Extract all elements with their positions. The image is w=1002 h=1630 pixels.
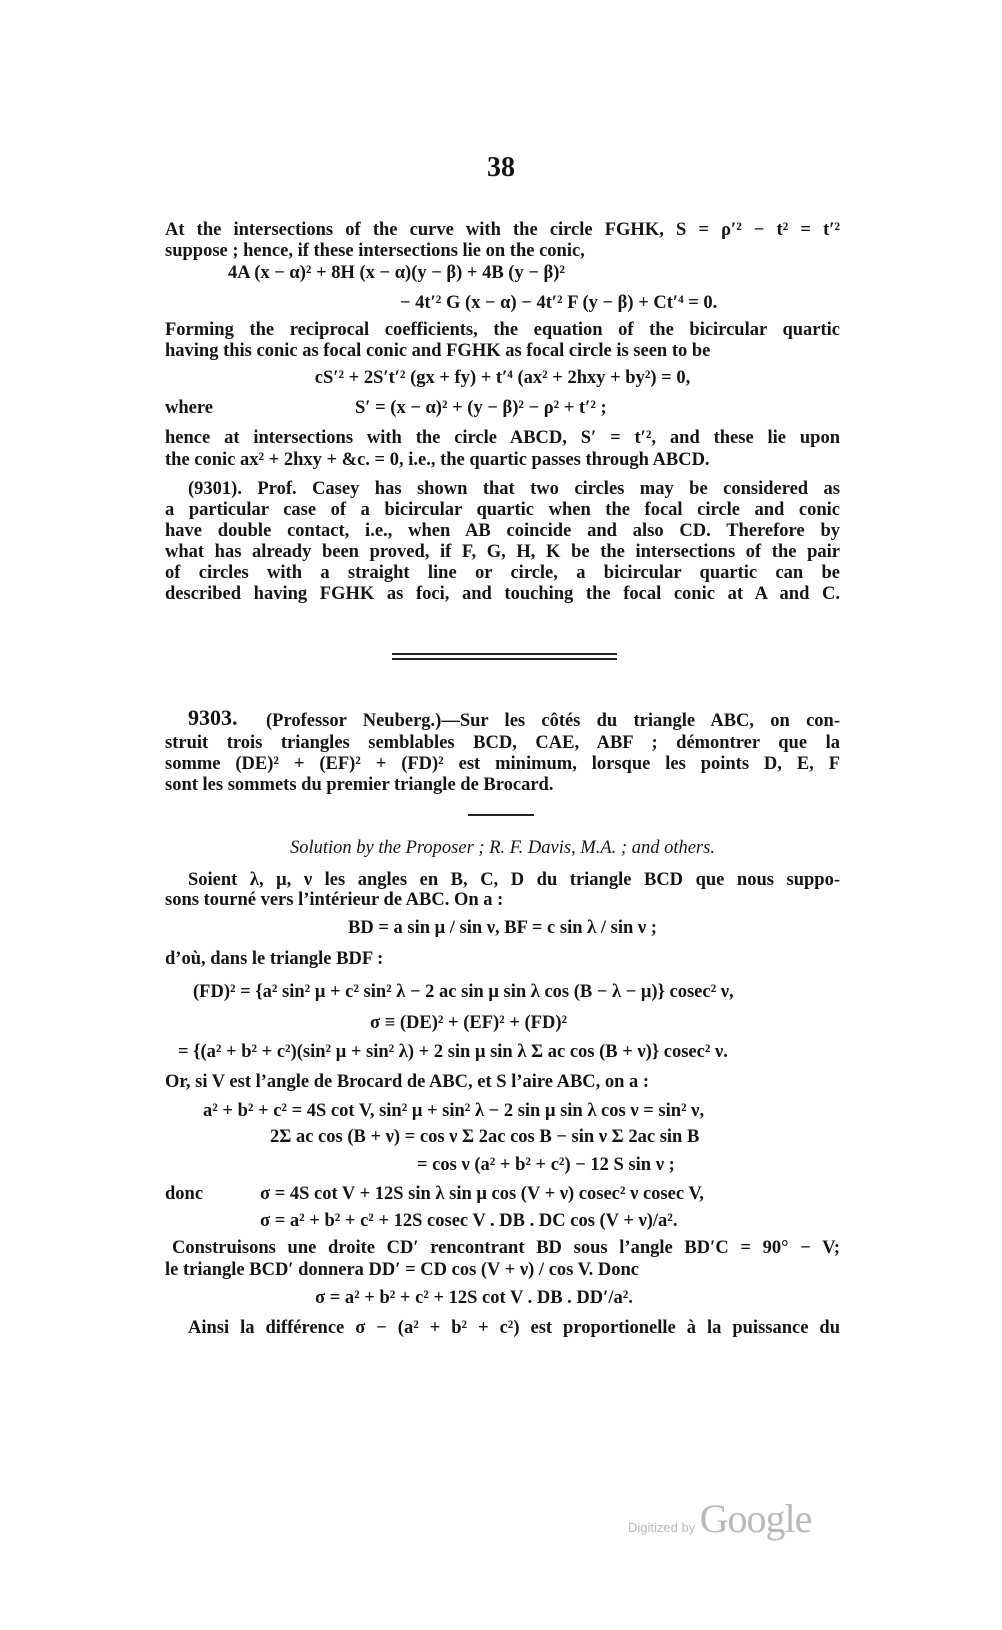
- text-line: (9301). Prof. Casey has shown that two circles may be considered as: [188, 479, 840, 499]
- text-line: a particular case of a bicircular quartic when the focal circle and conic: [165, 500, 840, 520]
- equation: σ = a² + b² + c² + 12S cosec V . DB . DC cos (V + ν)/a².: [260, 1211, 678, 1231]
- double-rule-bottom: [392, 658, 617, 660]
- text-line: sont les sommets du premier triangle de Brocard.: [165, 775, 554, 795]
- text-line: have double contact, i.e., when AB coincide and also CD. Therefore by: [165, 521, 840, 541]
- text-line: of circles with a straight line or circle, a bicircular quartic can be: [165, 563, 840, 583]
- short-rule: [468, 814, 534, 816]
- page-number: 38: [487, 152, 515, 183]
- equation: BD = a sin μ / sin ν, BF = c sin λ / sin ν ;: [348, 918, 657, 938]
- text-line: hence at intersections with the circle ABCD, S′ = t′², and these lie upon: [165, 428, 840, 448]
- text-line: described having FGHK as foci, and touching the focal conic at A and C.: [165, 584, 840, 604]
- equation: 2Σ ac cos (B + ν) = cos ν Σ 2ac cos B − sin ν Σ 2ac sin B: [270, 1127, 700, 1147]
- text-line: (Professor Neuberg.)—Sur les côtés du triangle ABC, on con-: [266, 711, 840, 731]
- text-line: Construisons une droite CD′ rencontrant BD sous l’angle BD′C = 90° − V;: [172, 1238, 840, 1258]
- text-line: having this conic as focal conic and FGHK as focal circle is seen to be: [165, 341, 711, 361]
- text-line: struit trois triangles semblables BCD, CAE, ABF ; démontrer que la: [165, 733, 840, 753]
- equation: = {(a² + b² + c²)(sin² μ + sin² λ) + 2 sin μ sin λ Σ ac cos (B + ν)} cosec² ν.: [178, 1042, 728, 1062]
- text-line: Soient λ, μ, ν les angles en B, C, D du triangle BCD que nous suppo-: [188, 870, 840, 890]
- watermark-prefix: Digitized by: [628, 1520, 696, 1535]
- problem-number: 9303.: [188, 705, 238, 730]
- equation: σ = a² + b² + c² + 12S cot V . DB . DD′/a².: [315, 1288, 633, 1308]
- text-line: what has already been proved, if F, G, H, K be the intersections of the pair: [165, 542, 840, 562]
- text-line: Or, si V est l’angle de Brocard de ABC, et S l’aire ABC, on a :: [165, 1072, 650, 1092]
- text-line: the conic ax² + 2hxy + &c. = 0, i.e., the quartic passes through ABCD.: [165, 450, 710, 470]
- equation: σ ≡ (DE)² + (EF)² + (FD)²: [370, 1013, 568, 1033]
- equation: (FD)² = {a² sin² μ + c² sin² λ − 2 ac sin μ sin λ cos (B − λ − μ)} cosec² ν,: [193, 982, 734, 1002]
- text-line: At the intersections of the curve with the circle FGHK, S = ρ′² − t² = t′²: [165, 220, 840, 240]
- text-line: where: [165, 398, 213, 418]
- solution-heading: Solution by the Proposer ; R. F. Davis, M.A. ; and others.: [290, 838, 715, 858]
- text-line: Ainsi la différence σ − (a² + b² + c²) est proportionelle à la puissance du: [188, 1318, 840, 1338]
- digitized-by-google-watermark: [628, 1495, 811, 1542]
- text-line: sons tourné vers l’intérieur de ABC. On a :: [165, 890, 504, 910]
- equation: 4A (x − α)² + 8H (x − α)(y − β) + 4B (y − β)²: [228, 263, 565, 283]
- text-line: d’où, dans le triangle BDF :: [165, 949, 384, 969]
- text-line: Forming the reciprocal coefficients, the equation of the bicircular quartic: [165, 320, 840, 340]
- google-logo: Google: [699, 1496, 812, 1541]
- equation: a² + b² + c² = 4S cot V, sin² μ + sin² λ − 2 sin μ sin λ cos ν = sin² ν,: [203, 1101, 705, 1121]
- text-line: somme (DE)² + (EF)² + (FD)² est minimum, lorsque les points D, E, F: [165, 754, 840, 774]
- equation: − 4t′² G (x − α) − 4t′² F (y − β) + Ct′⁴ = 0.: [400, 293, 718, 313]
- text-line: le triangle BCD′ donnera DD′ = CD cos (V + ν) / cos V. Donc: [165, 1260, 639, 1280]
- double-rule-top: [392, 653, 617, 655]
- equation: = cos ν (a² + b² + c²) − 12 S sin ν ;: [417, 1155, 675, 1175]
- equation: σ = 4S cot V + 12S sin λ sin μ cos (V + ν) cosec² ν cosec V,: [260, 1184, 704, 1204]
- equation: S′ = (x − α)² + (y − β)² − ρ² + t′² ;: [355, 398, 607, 418]
- text-line: suppose ; hence, if these intersections lie on the conic,: [165, 241, 585, 261]
- equation: cS′² + 2S′t′² (gx + fy) + t′⁴ (ax² + 2hxy + by²) = 0,: [314, 368, 691, 388]
- text-line: donc: [165, 1184, 204, 1204]
